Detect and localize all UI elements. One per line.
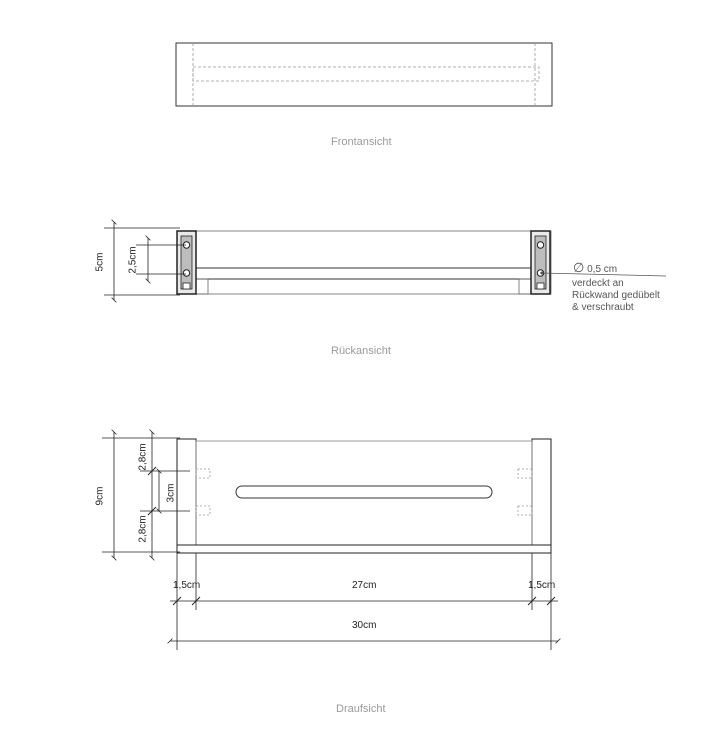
dim-label-5cm: 5cm — [94, 252, 106, 272]
annotation-diameter — [573, 262, 617, 276]
annotation-leader-dot — [541, 272, 544, 275]
back-foot-right — [519, 279, 531, 294]
dim-label-2-8cm-lower: 2,8cm — [137, 515, 149, 543]
dim-label-1-5cm-right: 1,5cm — [528, 580, 556, 591]
dim-label-30cm: 30cm — [352, 620, 377, 631]
top-dowel-right-lower — [518, 506, 532, 515]
dim-label-2-5cm: 2,5cm — [127, 246, 139, 274]
annotation-line2: Rückwand gedübelt — [572, 290, 660, 301]
top-shelf — [196, 441, 532, 545]
screw-hole-right-top — [537, 242, 543, 248]
caption-rueckansicht: Rückansicht — [331, 345, 391, 357]
caption-draufsicht: Draufsicht — [336, 703, 386, 715]
back-frame — [177, 231, 551, 294]
bracket-right-tab — [537, 283, 544, 289]
top-handle-slot — [236, 486, 492, 498]
annotation-diameter-value: 0,5 cm — [587, 264, 618, 275]
top-back-board — [177, 545, 551, 553]
front-hidden-slot — [193, 67, 539, 81]
top-wall-right — [532, 439, 551, 545]
dim-label-1-5cm-left: 1,5cm — [173, 580, 201, 591]
front-view — [176, 43, 552, 106]
bracket-left-tab — [183, 283, 190, 289]
top-dowel-left-upper — [196, 469, 210, 478]
top-wall-left — [177, 439, 196, 545]
dim-label-2-8cm-upper: 2,8cm — [137, 443, 149, 471]
back-foot-left — [196, 279, 208, 294]
top-dowel-right-upper — [518, 469, 532, 478]
front-outline — [176, 43, 552, 106]
dim-label-27cm: 27cm — [352, 580, 377, 591]
caption-frontansicht: Frontansicht — [331, 136, 392, 148]
dim-label-9cm: 9cm — [94, 486, 106, 506]
top-view — [102, 432, 558, 650]
screw-hole-left-bottom — [183, 270, 189, 276]
top-dowel-left-lower — [196, 506, 210, 515]
diameter-icon: ∅ — [573, 260, 585, 275]
annotation-line1: verdeckt an — [572, 278, 624, 289]
dim-label-3cm: 3cm — [165, 483, 177, 503]
annotation-line3: & verschraubt — [572, 302, 634, 313]
